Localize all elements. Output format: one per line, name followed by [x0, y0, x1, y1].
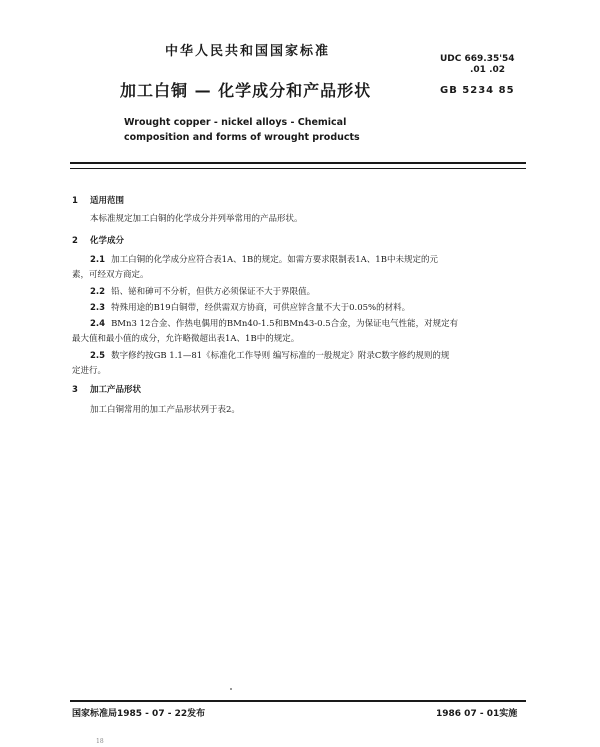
section-number: 1 [72, 196, 78, 206]
clause-line: 素，可经双方商定。 [72, 270, 149, 280]
clause-number: 2.1 [90, 255, 106, 265]
clause-number: 2.3 [90, 303, 106, 313]
scan-speck [230, 688, 232, 690]
header-rule-thick [70, 162, 526, 164]
clause-line: 定进行。 [72, 366, 107, 376]
clause-number: 2.2 [90, 287, 106, 297]
standard-name: 中华人民共和国国家标准 [165, 44, 331, 59]
clause-line [72, 349, 534, 364]
clause-text: BMn3 12合金、作热电偶用的BMn40-1.5和BMn43-0.5合金，为保证电气性能，对规定有 [111, 319, 459, 329]
section-3-text: 加工白铜常用的加工产品形状列于表2。 [90, 405, 240, 415]
clause-line [72, 253, 534, 268]
title-en-line-2: composition and forms of wrought products [124, 132, 360, 143]
section-number: 2 [72, 236, 78, 246]
footer-rule [70, 700, 526, 702]
section-number: 3 [72, 385, 78, 395]
gb-code: GB 5234 85 [440, 85, 515, 96]
clause-text: 特殊用途的B19白铜带，经供需双方协商，可供应锌含量不大于0.05%的材料。 [111, 303, 411, 313]
section-1-text: 本标准规定加工白铜的化学成分并列举常用的产品形状。 [90, 214, 303, 224]
clause-number: 2.5 [90, 351, 106, 361]
section-title: 加工产品形状 [90, 385, 142, 395]
clause-text: 铅、铋和砷可不分析，但供方必须保证不大于界限值。 [111, 287, 316, 297]
clause-line [72, 317, 534, 332]
clause-number: 2.4 [90, 319, 106, 329]
clause-2-1 [72, 253, 534, 283]
clause-line: 最大值和最小值的成分，允许略微超出表1A、1B中的规定。 [72, 334, 300, 344]
udc-code [440, 54, 515, 76]
clause-2-2 [72, 285, 534, 300]
udc-line-2: .01 .02 [470, 65, 506, 75]
document-title-english [124, 115, 360, 145]
document-title-chinese: 加工白铜 — 化学成分和产品形状 [120, 81, 372, 100]
clause-2-4 [72, 317, 534, 347]
clause-text: 加工白铜的化学成分应符合表1A、1B的规定。如需方要求限制表1A、1B中未规定的元 [111, 255, 438, 265]
clause-line [72, 301, 534, 316]
title-en-line-1: Wrought copper - nickel alloys - Chemical [124, 117, 347, 128]
effective-date: 1986 07 - 01实施 [436, 709, 518, 719]
header-rule-thin [70, 168, 526, 169]
section-2-heading [72, 234, 124, 246]
page-number: 18 [96, 738, 104, 745]
clause-line [72, 285, 534, 300]
section-1-heading [72, 194, 124, 206]
udc-line-1: UDC 669.35'54 [440, 54, 515, 64]
section-title: 适用范围 [90, 196, 125, 206]
clause-text: 数字修约按GB 1.1—81《标准化工作导则 编写标准的一般规定》附录C数字修约规则的规 [111, 351, 450, 361]
section-3-heading [72, 383, 141, 395]
clause-2-5 [72, 349, 534, 379]
issue-date: 国家标准局1985 - 07 - 22发布 [72, 709, 206, 719]
section-title: 化学成分 [90, 236, 125, 246]
clause-2-3 [72, 301, 534, 316]
